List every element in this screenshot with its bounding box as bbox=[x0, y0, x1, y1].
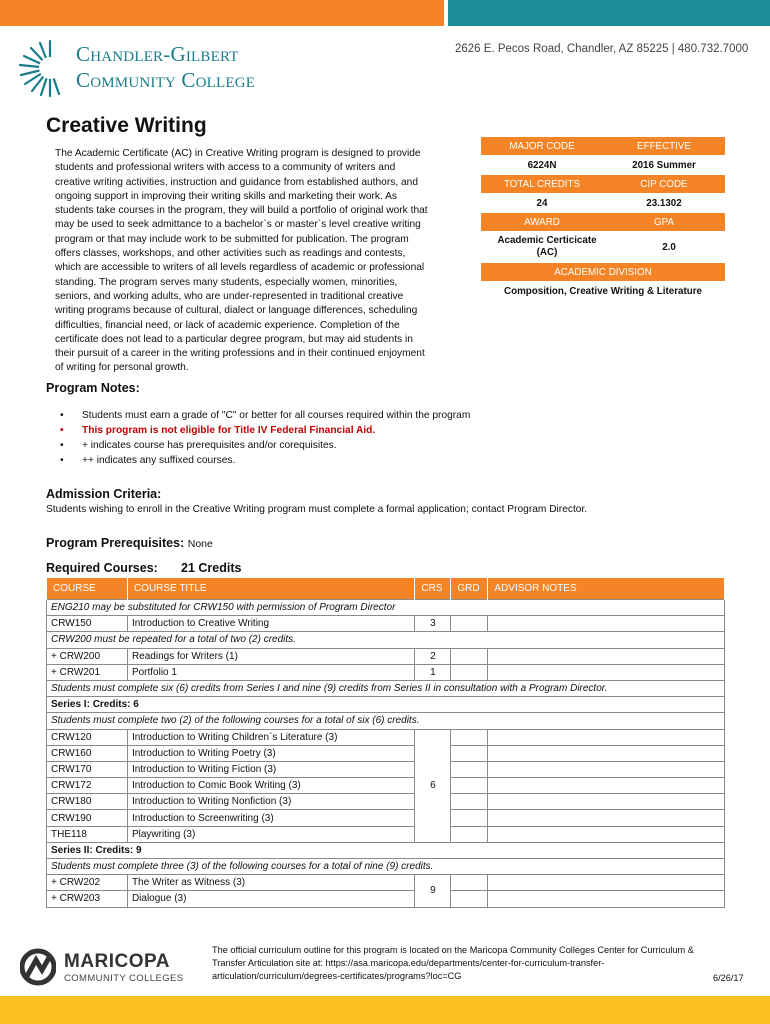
advisor-notes-cell bbox=[488, 826, 725, 842]
col-course: COURSE bbox=[47, 578, 128, 600]
grade-cell bbox=[451, 778, 488, 794]
courses-table bbox=[46, 577, 725, 908]
table-row bbox=[47, 891, 725, 907]
table-row bbox=[47, 632, 725, 648]
grade-cell bbox=[451, 810, 488, 826]
course-title: Introduction to Comic Book Writing (3) bbox=[127, 778, 414, 794]
course-code: + CRW201 bbox=[47, 664, 128, 680]
course-code: CRW170 bbox=[47, 761, 128, 777]
table-row bbox=[47, 810, 725, 826]
grade-cell bbox=[451, 761, 488, 777]
table-row bbox=[47, 778, 725, 794]
prerequisites-label: Program Prerequisites: bbox=[46, 536, 185, 550]
college-name-line1: Chandler-Gilbert bbox=[76, 42, 239, 66]
grade-cell bbox=[451, 794, 488, 810]
course-code: CRW190 bbox=[47, 810, 128, 826]
course-code: CRW160 bbox=[47, 745, 128, 761]
required-credits: 21 Credits bbox=[181, 561, 242, 575]
course-title: Readings for Writers (1) bbox=[127, 648, 414, 664]
course-credits: 2 bbox=[415, 648, 451, 664]
advisor-notes-cell bbox=[488, 616, 725, 632]
grade-cell bbox=[451, 891, 488, 907]
note-item: • ++ indicates any suffixed courses. bbox=[58, 453, 470, 468]
col-advisor-notes: ADVISOR NOTES bbox=[488, 578, 725, 600]
table-row bbox=[47, 761, 725, 777]
table-row bbox=[47, 859, 725, 875]
series-2-credits: 9 bbox=[415, 875, 451, 907]
admission-text: Students wishing to enroll in the Creative Writing program must complete a formal application; contact Program Director. bbox=[46, 504, 588, 515]
col-grd: GRD bbox=[451, 578, 488, 600]
table-header-row bbox=[47, 578, 725, 600]
college-logo bbox=[16, 38, 276, 98]
award-label: AWARD bbox=[524, 216, 560, 228]
maricopa-mark-icon bbox=[20, 948, 56, 986]
major-code-value: 6224N bbox=[527, 159, 557, 171]
cip-code-value: 23.1302 bbox=[646, 197, 682, 209]
grade-cell bbox=[451, 729, 488, 745]
course-title: Introduction to Writing Poetry (3) bbox=[127, 745, 414, 761]
course-credits: 1 bbox=[415, 664, 451, 680]
page-title: Creative Writing bbox=[46, 114, 207, 137]
gpa-value: 2.0 bbox=[662, 241, 676, 253]
bottom-bar bbox=[0, 996, 770, 1024]
course-title: Introduction to Screenwriting (3) bbox=[127, 810, 414, 826]
advisor-notes-cell bbox=[488, 761, 725, 777]
info-header-row-2 bbox=[481, 175, 725, 193]
note-row: CRW200 must be repeated for a total of two (2) credits. bbox=[47, 632, 725, 648]
course-code: + CRW200 bbox=[47, 648, 128, 664]
maricopa-logo-subtitle: COMMUNITY COLLEGES bbox=[64, 973, 184, 984]
major-code-label: MAJOR CODE bbox=[509, 140, 575, 152]
table-row bbox=[47, 794, 725, 810]
gpa-label: GPA bbox=[654, 216, 674, 228]
college-address: 2626 E. Pecos Road, Chandler, AZ 85225 | 480.732.7000 bbox=[455, 43, 749, 55]
info-header-row-3 bbox=[481, 213, 725, 231]
info-value-row-3 bbox=[481, 231, 725, 263]
grade-cell bbox=[451, 745, 488, 761]
top-bar-orange bbox=[0, 0, 444, 26]
grade-cell bbox=[451, 664, 488, 680]
cip-code-label: CIP CODE bbox=[640, 178, 688, 190]
course-title: Dialogue (3) bbox=[127, 891, 414, 907]
course-code: CRW120 bbox=[47, 729, 128, 745]
effective-value: 2016 Summer bbox=[632, 159, 696, 171]
course-title: Playwriting (3) bbox=[127, 826, 414, 842]
advisor-notes-cell bbox=[488, 778, 725, 794]
table-row bbox=[47, 826, 725, 842]
maricopa-logo-title: MARICOPA bbox=[64, 951, 171, 972]
col-course-title: COURSE TITLE bbox=[127, 578, 414, 600]
course-code: THE118 bbox=[47, 826, 128, 842]
advisor-notes-cell bbox=[488, 794, 725, 810]
top-bar-teal bbox=[448, 0, 770, 26]
course-title: Portfolio 1 bbox=[127, 664, 414, 680]
advisor-notes-cell bbox=[488, 745, 725, 761]
note-item-financial-aid: • This program is not eligible for Title IV Federal Financial Aid. bbox=[58, 423, 470, 438]
table-row bbox=[47, 697, 725, 713]
total-credits-label: TOTAL CREDITS bbox=[503, 178, 581, 190]
table-row bbox=[47, 745, 725, 761]
grade-cell bbox=[451, 616, 488, 632]
advisor-notes-cell bbox=[488, 729, 725, 745]
series-2-heading: Series II: Credits: 9 bbox=[47, 842, 725, 858]
note-item: • + indicates course has prerequisites and/or corequisites. bbox=[58, 438, 470, 453]
info-value-row-2 bbox=[481, 193, 725, 213]
maricopa-logo bbox=[20, 948, 200, 988]
course-title: Introduction to Writing Children`s Literature (3) bbox=[127, 729, 414, 745]
footer-date: 6/26/17 bbox=[713, 973, 744, 983]
prerequisites-heading bbox=[46, 536, 213, 550]
table-row bbox=[47, 842, 725, 858]
table-row bbox=[47, 600, 725, 616]
footer-curriculum-note: The official curriculum outline for this program is located on the Maricopa Community Colleges Center for Curriculum & Transfer Articulation site at: https://asa.maricopa.edu/departments/center-for-curriculum-transfer-articulation/curriculum/degrees-certificates/programs?loc=CG bbox=[212, 945, 694, 982]
program-description: The Academic Certificate (AC) in Creative Writing program is designed to provide students and professional writers with access to a community of writers and creative writing activities, instruction and guidance from established authors, and ongoing support in improving their writing skills and marketing their work. As students take courses in the program, they will build a portfolio of original work that may be used to seek admittance to a bachelor`s or master`s level creative writing program or that may include work to be submitted for publication. The program offers classes, workshops, and other activities such as readings and contests, which are accessible to writers of all levels regardless of academic or professional standing. The program serves many students, especially women, minorities, seniors, and working adults, who are under-represented in traditional creative writing programs because of cultural, dialect or language differences, scheduling difficulties, financial need, or lack of academic experience. Completion of the certificate does not lead to a particular degree program, but may aid students in their pursuit of a career in the writing professions and in their continued enjoyment of writing for personal growth. bbox=[55, 148, 428, 374]
advisor-notes-cell bbox=[488, 891, 725, 907]
note-item: • Students must earn a grade of "C" or better for all courses required within the program bbox=[58, 408, 470, 423]
sunburst-icon bbox=[16, 38, 68, 98]
admission-heading: Admission Criteria: bbox=[46, 487, 162, 501]
grade-cell bbox=[451, 826, 488, 842]
course-title: The Writer as Witness (3) bbox=[127, 875, 414, 891]
series-1-credits: 6 bbox=[415, 729, 451, 842]
advisor-notes-cell bbox=[488, 648, 725, 664]
course-code: CRW150 bbox=[47, 616, 128, 632]
note-row: Students must complete three (3) of the following courses for a total of nine (9) credits. bbox=[47, 859, 725, 875]
grade-cell bbox=[451, 875, 488, 891]
table-row bbox=[47, 875, 725, 891]
info-header-row-1 bbox=[481, 137, 725, 155]
note-row: ENG210 may be substituted for CRW150 with permission of Program Director bbox=[47, 600, 725, 616]
table-row bbox=[47, 616, 725, 632]
table-row bbox=[47, 664, 725, 680]
total-credits-value: 24 bbox=[536, 197, 548, 209]
grade-cell bbox=[451, 648, 488, 664]
info-value-row-1 bbox=[481, 155, 725, 175]
note-row: Students must complete two (2) of the following courses for a total of six (6) credits. bbox=[47, 713, 725, 729]
note-row: Students must complete six (6) credits from Series I and nine (9) credits from Series II in consultation with a Program Director. bbox=[47, 680, 725, 696]
prerequisites-value: None bbox=[187, 538, 213, 550]
division-label: ACADEMIC DIVISION bbox=[481, 263, 725, 281]
effective-label: EFFECTIVE bbox=[637, 140, 691, 152]
program-notes-heading: Program Notes: bbox=[46, 381, 140, 395]
program-notes-list bbox=[58, 408, 470, 468]
college-name-line2: Community College bbox=[76, 68, 256, 92]
program-info-box bbox=[481, 137, 725, 301]
course-title: Introduction to Writing Fiction (3) bbox=[127, 761, 414, 777]
series-1-heading: Series I: Credits: 6 bbox=[47, 697, 725, 713]
course-code: CRW180 bbox=[47, 794, 128, 810]
course-code: + CRW202 bbox=[47, 875, 128, 891]
course-credits: 3 bbox=[415, 616, 451, 632]
course-title: Introduction to Writing Nonfiction (3) bbox=[127, 794, 414, 810]
table-row bbox=[47, 680, 725, 696]
advisor-notes-cell bbox=[488, 664, 725, 680]
award-value: Academic Certicicate (AC) bbox=[497, 235, 597, 258]
course-code: + CRW203 bbox=[47, 891, 128, 907]
required-courses-heading: Required Courses: bbox=[46, 561, 158, 575]
table-row bbox=[47, 648, 725, 664]
advisor-notes-cell bbox=[488, 810, 725, 826]
course-code: CRW172 bbox=[47, 778, 128, 794]
advisor-notes-cell bbox=[488, 875, 725, 891]
table-row bbox=[47, 713, 725, 729]
table-row bbox=[47, 729, 725, 745]
course-title: Introduction to Creative Writing bbox=[127, 616, 414, 632]
division-value: Composition, Creative Writing & Literature bbox=[504, 285, 702, 297]
col-crs: CRS bbox=[415, 578, 451, 600]
